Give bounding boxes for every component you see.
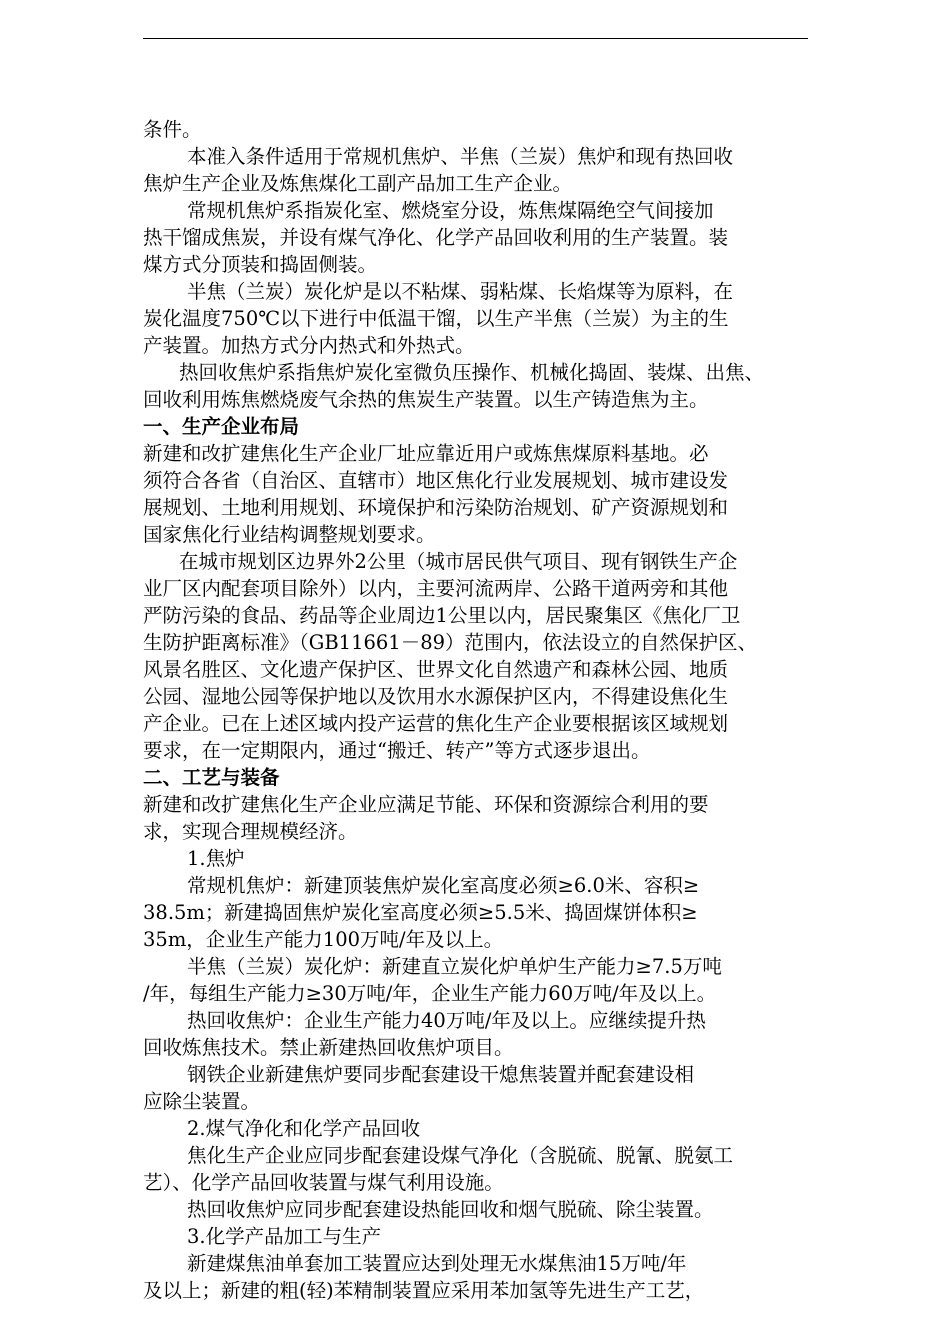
text-line: 焦炉生产企业及炼焦煤化工副产品加工生产企业。 <box>143 172 573 195</box>
text-line: 钢铁企业新建焦炉要同步配套建设干熄焦装置并配套建设相 <box>187 1063 695 1086</box>
text-line: 热回收焦炉应同步配套建设热能回收和烟气脱硫、除尘装置。 <box>187 1198 714 1221</box>
text-line: /年，每组生产能力≥30万吨/年，企业生产能力60万吨/年及以上。 <box>143 982 717 1005</box>
text-line: 艺）、化学产品回收装置与煤气利用设施。 <box>143 1171 504 1194</box>
text-line: 新建和改扩建焦化生产企业应满足节能、环保和资源综合利用的要 <box>143 793 709 816</box>
text-line: 35m，企业生产能力100万吨/年及以上。 <box>143 928 504 951</box>
text-line: 焦化生产企业应同步配套建设煤气净化（含脱硫、脱氰、脱氨工 <box>187 1144 734 1167</box>
text-line: 2.煤气净化和化学产品回收 <box>187 1117 421 1140</box>
text-line: 求，实现合理规模经济。 <box>143 820 358 843</box>
text-line: 常规机焦炉系指炭化室、燃烧室分设，炼焦煤隔绝空气间接加 <box>187 199 714 222</box>
text-line: 38.5m；新建捣固焦炉炭化室高度必须≥5.5米、捣固煤饼体积≥ <box>143 901 698 924</box>
text-line: 煤方式分顶装和捣固侧装。 <box>143 253 378 276</box>
text-line: 1.焦炉 <box>187 847 245 870</box>
text-line: 要求，在一定期限内，通过“搬迁、转产”等方式逐步退出。 <box>143 739 651 762</box>
section-heading: 一、生产企业布局 <box>143 415 300 438</box>
section-heading: 二、工艺与装备 <box>143 766 280 789</box>
text-line: 回收炼焦技术。禁止新建热回收焦炉项目。 <box>143 1036 514 1059</box>
text-line: 常规机焦炉：新建顶装焦炉炭化室高度必须≥6.0米、容积≥ <box>187 874 700 897</box>
text-line: 热回收焦炉系指焦炉炭化室微负压操作、机械化捣固、装煤、出焦、 <box>179 361 765 384</box>
text-line: 本准入条件适用于常规机焦炉、半焦（兰炭）焦炉和现有热回收 <box>187 145 734 168</box>
text-line: 在城市规划区边界外2公里（城市居民供气项目、现有钢铁生产企 <box>179 550 738 573</box>
text-line: 展规划、土地利用规划、环境保护和污染防治规划、矿产资源规划和 <box>143 496 729 519</box>
text-line: 生防护距离标准》（GB11661－89）范围内，依法设立的自然保护区、 <box>143 631 758 654</box>
text-line: 及以上；新建的粗(轻)苯精制装置应采用苯加氢等先进生产工艺， <box>143 1279 705 1302</box>
text-line: 应除尘装置。 <box>143 1090 261 1113</box>
text-line: 炭化温度750℃以下进行中低温干馏，以生产半焦（兰炭）为主的生 <box>143 307 729 330</box>
text-line: 热回收焦炉：企业生产能力40万吨/年及以上。应继续提升热 <box>187 1009 706 1032</box>
text-line: 业厂区内配套项目除外）以内，主要河流两岸、公路干道两旁和其他 <box>143 577 729 600</box>
text-line: 条件。 <box>143 118 202 141</box>
text-line: 回收利用炼焦燃烧废气余热的焦炭生产装置。以生产铸造焦为主。 <box>143 388 709 411</box>
text-line: 半焦（兰炭）炭化炉：新建直立炭化炉单炉生产能力≥7.5万吨 <box>187 955 722 978</box>
text-line: 3.化学产品加工与生产 <box>187 1225 382 1248</box>
text-line: 公园、湿地公园等保护地以及饮用水水源保护区内，不得建设焦化生 <box>143 685 729 708</box>
text-line: 产装置。加热方式分内热式和外热式。 <box>143 334 475 357</box>
document-body <box>143 116 813 1304</box>
text-line: 热干馏成焦炭，并设有煤气净化、化学产品回收利用的生产装置。装 <box>143 226 729 249</box>
text-line: 风景名胜区、文化遗产保护区、世界文化自然遗产和森林公园、地质 <box>143 658 729 681</box>
text-line: 严防污染的食品、药品等企业周边1公里以内，居民聚集区《焦化厂卫 <box>143 604 741 627</box>
header-rule <box>143 38 808 39</box>
text-line: 须符合各省（自治区、直辖市）地区焦化行业发展规划、城市建设发 <box>143 469 729 492</box>
text-line: 新建煤焦油单套加工装置应达到处理无水煤焦油15万吨/年 <box>187 1252 687 1275</box>
text-line: 国家焦化行业结构调整规划要求。 <box>143 523 436 546</box>
text-line: 产企业。已在上述区域内投产运营的焦化生产企业要根据该区域规划 <box>143 712 729 735</box>
text-line: 新建和改扩建焦化生产企业厂址应靠近用户或炼焦煤原料基地。必 <box>143 442 709 465</box>
text-line: 半焦（兰炭）炭化炉是以不粘煤、弱粘煤、长焰煤等为原料，在 <box>187 280 734 303</box>
